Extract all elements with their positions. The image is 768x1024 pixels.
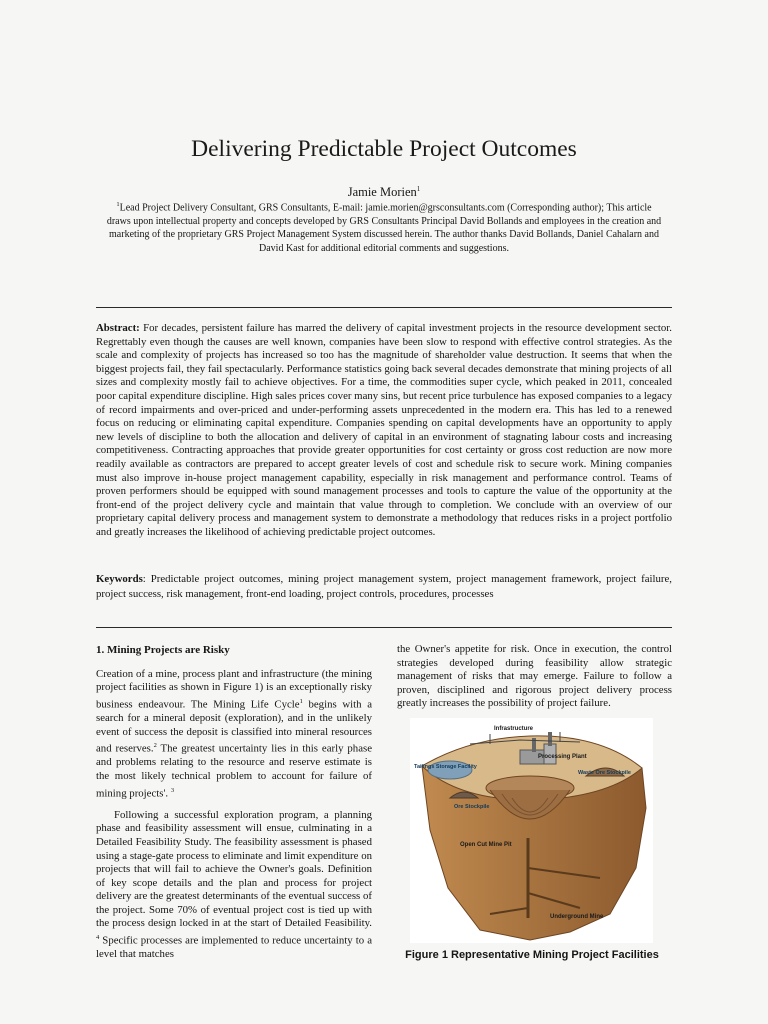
paragraph-3: the Owner's appetite for risk. Once in execution, the control strategies developed during feasibility allow strategic management of risks that may emerge. Failure to follow a proven, disciplined and rigorous project delivery process greatly increases the possibility of project failure. bbox=[397, 643, 672, 710]
abstract bbox=[96, 322, 672, 540]
affiliation-text: Lead Project Delivery Consultant, GRS Consultants, E-mail: jamie.morien@grsconsultants.com (Corresponding author); This article draws upon intellectual property and concepts developed by GRS Consultants Principal David Bollands and employees in the creation and marketing of the proprietary GRS Project Management System discussed herein. The author thanks David Bollands, Daniel Cahalarn and David Kast for additional editorial comments and suggestions. bbox=[106, 202, 662, 254]
author-footnote-marker: 1 bbox=[416, 185, 421, 193]
author-name: Jamie Morien bbox=[347, 185, 417, 200]
label-underground: Underground Mine bbox=[550, 914, 604, 920]
abstract-label: Abstract: bbox=[96, 322, 140, 334]
left-column bbox=[96, 644, 372, 962]
paragraph-2-part-a: Following a successful exploration program, a planning phase and feasibility assessment will ensue, culminating in a Detailed Feasibility Study. The feasibility assessment is phased using a stage-gate process to eliminate and limit expenditure on projects that will fail to achieve the Owner's goals. Definition of key scope details and the plan and process for project delivery are the greatest determinants of the eventual success of the project. Some 70% of eventual project cost is tied up with the process design locked in at the start of Detailed Feasibility. bbox=[96, 808, 372, 930]
paragraph-1-part-a: Creation of a mine, process plant and infrastructure (the mining project facilities as shown in Figure 1) is an exceptionally risky business endeavour. The Mining Life Cycle bbox=[96, 667, 372, 711]
label-tailings: Tailings Storage Facility bbox=[414, 764, 477, 770]
label-waste-ore: Waste Ore Stockpile bbox=[578, 770, 631, 776]
paragraph-1-part-c: The greatest uncertainty lies in this early phase and problems relating to the resource and reserve estimate is the most likely technical problem to account for failure of mining projects'. bbox=[96, 742, 372, 800]
footnote-ref-4: 4 bbox=[96, 934, 100, 942]
label-ore-stockpile: Ore Stockpile bbox=[454, 804, 490, 810]
footnote-ref-2: 2 bbox=[153, 742, 157, 750]
affiliation-marker: 1 bbox=[116, 201, 120, 208]
keywords-text: : Predictable project outcomes, mining project management system, project management framework, project failure, project success, risk management, front-end loading, project controls, procedures, processes bbox=[96, 573, 672, 600]
section-heading: 1. Mining Projects are Risky bbox=[96, 644, 230, 656]
figure-caption: Figure 1 Representative Mining Project Facilities bbox=[405, 949, 659, 961]
footnote-ref-1: 1 bbox=[299, 697, 303, 705]
paragraph-1-part-b: begins with a search for a mineral deposit (exploration), and in the unlikely event of success the deposit is classified into mineral resources and reserves. bbox=[96, 698, 372, 755]
mining-facilities-illustration bbox=[410, 718, 653, 943]
affiliation-note bbox=[104, 198, 664, 255]
footnote-ref-3: 3 bbox=[170, 786, 175, 794]
abstract-text: For decades, persistent failure has marred the delivery of capital investment projects in the resource development sector. Regrettably even though the causes are well known, companies have been slow to respond with effective control strategies. As the scale and complexity of projects has increased so too has the magnitude of shareholder value destruction. It seems that when the biggest projects fail, they fail spectacularly. Performance statistics going back several decades demonstrate that mining projects of all sizes and complexity mostly fail to achieve objectives. For a time, the commodities super cycle, which peaked in 2011, concealed poor capital expenditure discipline. High sales prices cover many sins, but recent price turbulence has exposed companies to a legacy of record impairments and over-priced and under-performing assets unprecedented in the modern era. This has led to a renewed focus on reducing or eliminating capital expenditure. Companies spending on capital developments have an opportunity to apply new levels of discipline to both the allocation and delivery of capital in an environment of stagnating labour costs and increasing competitiveness. Contracting approaches that provide greater opportunities for cost certainty or gross cost reduction are now more readily available as contractors are prepared to accept greater levels of cost and schedule risk to secure work. Mining companies must also improve in-house project management capability, especially in risk management and performance control. Teams of proven performers should be equipped with sound management processes and tools to capture the value of the opportunity at the front-end of the project delivery cycle and maintain that value through to completion. We conclude with an overview of our proprietary capital delivery process and management system to demonstrate a methodology that reduces risks in a project portfolio and greatly increases the likelihood of achieving predictable project outcomes. bbox=[96, 322, 673, 538]
paragraph-2 bbox=[96, 809, 372, 962]
label-open-cut: Open Cut Mine Pit bbox=[460, 842, 512, 848]
divider-bottom bbox=[96, 627, 672, 628]
keywords-label: Keywords bbox=[96, 573, 143, 585]
label-processing-plant: Processing Plant bbox=[538, 754, 587, 760]
divider-top bbox=[96, 307, 672, 308]
label-infrastructure: Infrastructure bbox=[494, 726, 534, 732]
paragraph-1 bbox=[96, 668, 372, 801]
right-column bbox=[397, 643, 672, 711]
paragraph-2-part-b: Specific processes are implemented to reduce uncertainty to a level that matches bbox=[96, 934, 372, 961]
keywords bbox=[96, 572, 672, 602]
figure-mining-facilities bbox=[410, 718, 653, 943]
paper-title: Delivering Predictable Project Outcomes bbox=[191, 136, 577, 162]
